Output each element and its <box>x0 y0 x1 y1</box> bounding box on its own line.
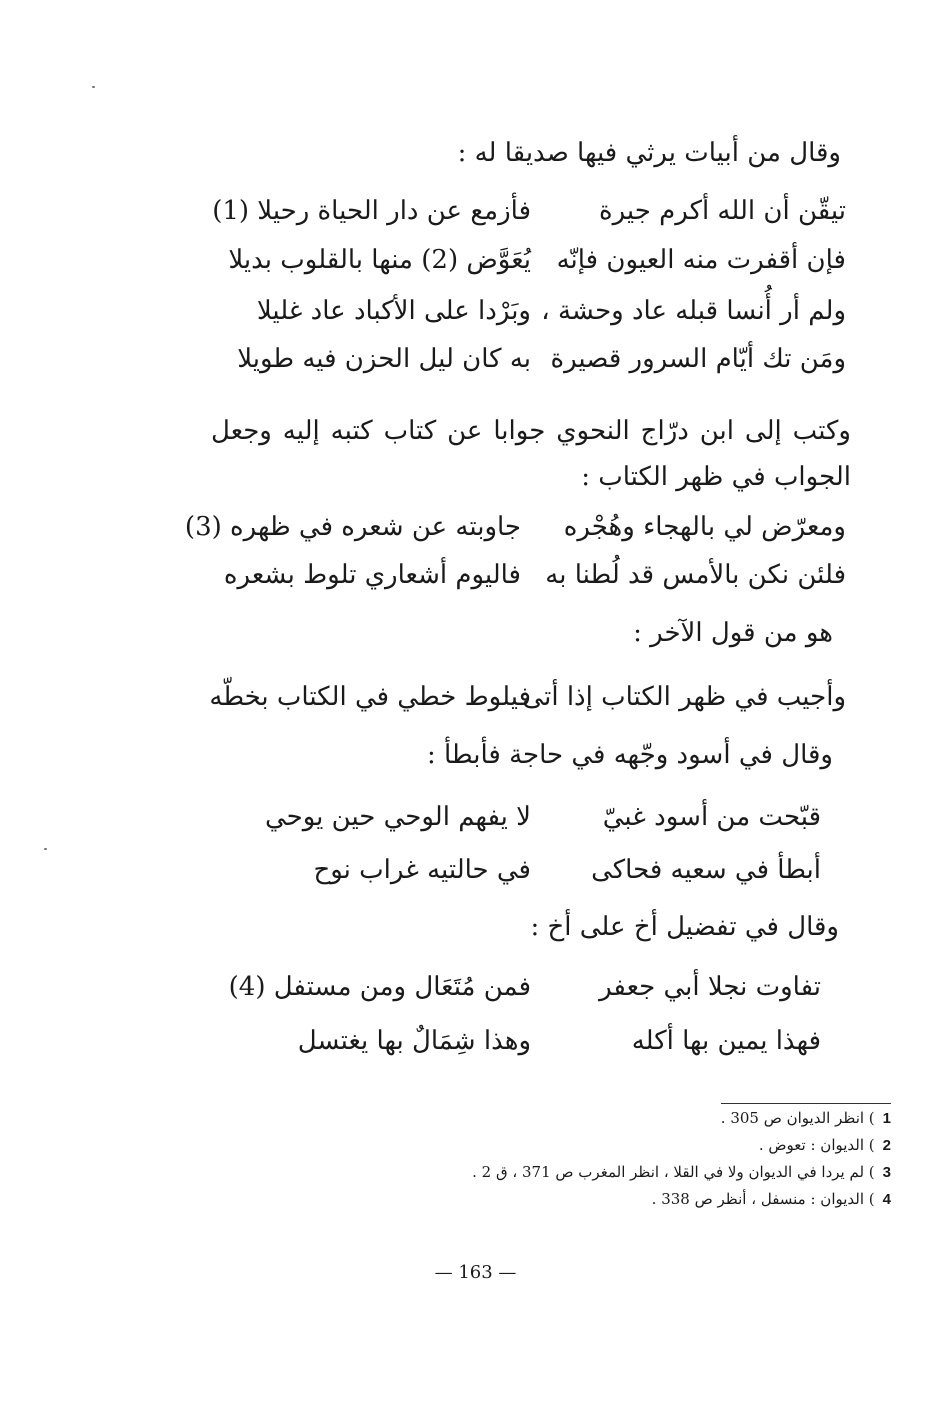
intro-brothers: وقال في تفضيل أخ على أخ : <box>530 912 839 942</box>
verse-4-hemistich-b: به كان ليل الحزن فيه طويلا <box>237 344 531 374</box>
verse-9-hemistich-b: في حالتيه غراب نوح <box>313 855 531 885</box>
footnote-number: 3 <box>882 1164 891 1181</box>
verse-3-hemistich-a: ولم أر أُنسا قبله عاد وحشة ، <box>541 296 846 326</box>
footnote <box>251 1132 891 1159</box>
scan-speck <box>44 848 47 850</box>
verse-2-hemistich-b: يُعَوَّض (2) منها بالقلوب بديلا <box>228 245 531 275</box>
verse-11-hemistich-a: فهذا يمين بها أكله <box>631 1026 821 1056</box>
intro-source: هو من قول الآخر : <box>633 618 833 648</box>
verse-5-hemistich-a: ومعرّض لي بالهجاء وهُجْره <box>563 512 846 542</box>
footnote-number: 4 <box>882 1191 891 1208</box>
footnote <box>251 1105 891 1132</box>
verse-10-hemistich-b: فمن مُتَعَال ومن مستفل (4) <box>228 972 531 1002</box>
footnote-separator <box>721 1103 891 1104</box>
footnote-number: 2 <box>882 1137 891 1154</box>
verse-10-hemistich-a: تفاوت نجلا أبي جعفر <box>599 972 821 1002</box>
footnote <box>251 1159 891 1186</box>
verse-2-hemistich-a: فإن أقفرت منه العيون فإنّه <box>556 245 846 275</box>
intro-elegy: وقال من أبيات يرثي فيها صديقا له : <box>457 138 841 168</box>
intro-letter: وكتب إلى ابن درّاج النحوي جوابا عن كتاب كتبه إليه وجعل الجواب في ظهر الكتاب : <box>211 416 851 492</box>
footnote-text: ) انظر الديوان ص 305 . <box>720 1109 875 1127</box>
verse-7-hemistich-a: وأجيب في ظهر الكتاب إذا أتى <box>522 682 846 712</box>
verse-4-hemistich-a: ومَن تك أيّام السرور قصيرة <box>550 344 846 374</box>
footnotes <box>251 1105 891 1213</box>
verse-1-hemistich-a: تيقّن أن الله أكرم جيرة <box>598 196 846 226</box>
footnote-text: ) لم يردا في الديوان ولا في القلا ، انظر المغرب ص 371 ، ق 2 . <box>472 1163 875 1181</box>
verse-5-hemistich-b: جاوبته عن شعره في ظهره (3) <box>184 512 521 542</box>
verse-8-hemistich-a: قبّحت من أسود غبيّ <box>602 802 821 832</box>
page-number: — 163 — <box>434 1262 517 1283</box>
verse-7-hemistich-b: فيلوط خطي في الكتاب بخطّه <box>209 682 531 712</box>
scan-speck <box>92 86 95 88</box>
verse-6-hemistich-a: فلئن نكن بالأمس قد لُطنا به <box>545 560 846 590</box>
verse-1-hemistich-b: فأزمع عن دار الحياة رحيلا (1) <box>212 196 531 226</box>
footnote-number: 1 <box>882 1110 891 1127</box>
verse-11-hemistich-b: وهذا شِمَالٌ بها يغتسل <box>297 1026 531 1056</box>
verse-3-hemistich-b: وبَرْدا على الأكباد عاد غليلا <box>256 296 531 326</box>
verse-8-hemistich-b: لا يفهم الوحي حين يوحي <box>264 802 531 832</box>
intro-black-servant: وقال في أسود وجّهه في حاجة فأبطأ : <box>426 740 833 770</box>
footnote <box>251 1186 891 1213</box>
footnote-text: ) الديوان : منسفل ، أنظر ص 338 . <box>651 1190 875 1208</box>
verse-9-hemistich-a: أبطأ في سعيه فحاكى <box>591 855 821 885</box>
footnote-text: ) الديوان : تعوض . <box>758 1136 875 1154</box>
verse-6-hemistich-b: فاليوم أشعاري تلوط بشعره <box>223 560 521 590</box>
